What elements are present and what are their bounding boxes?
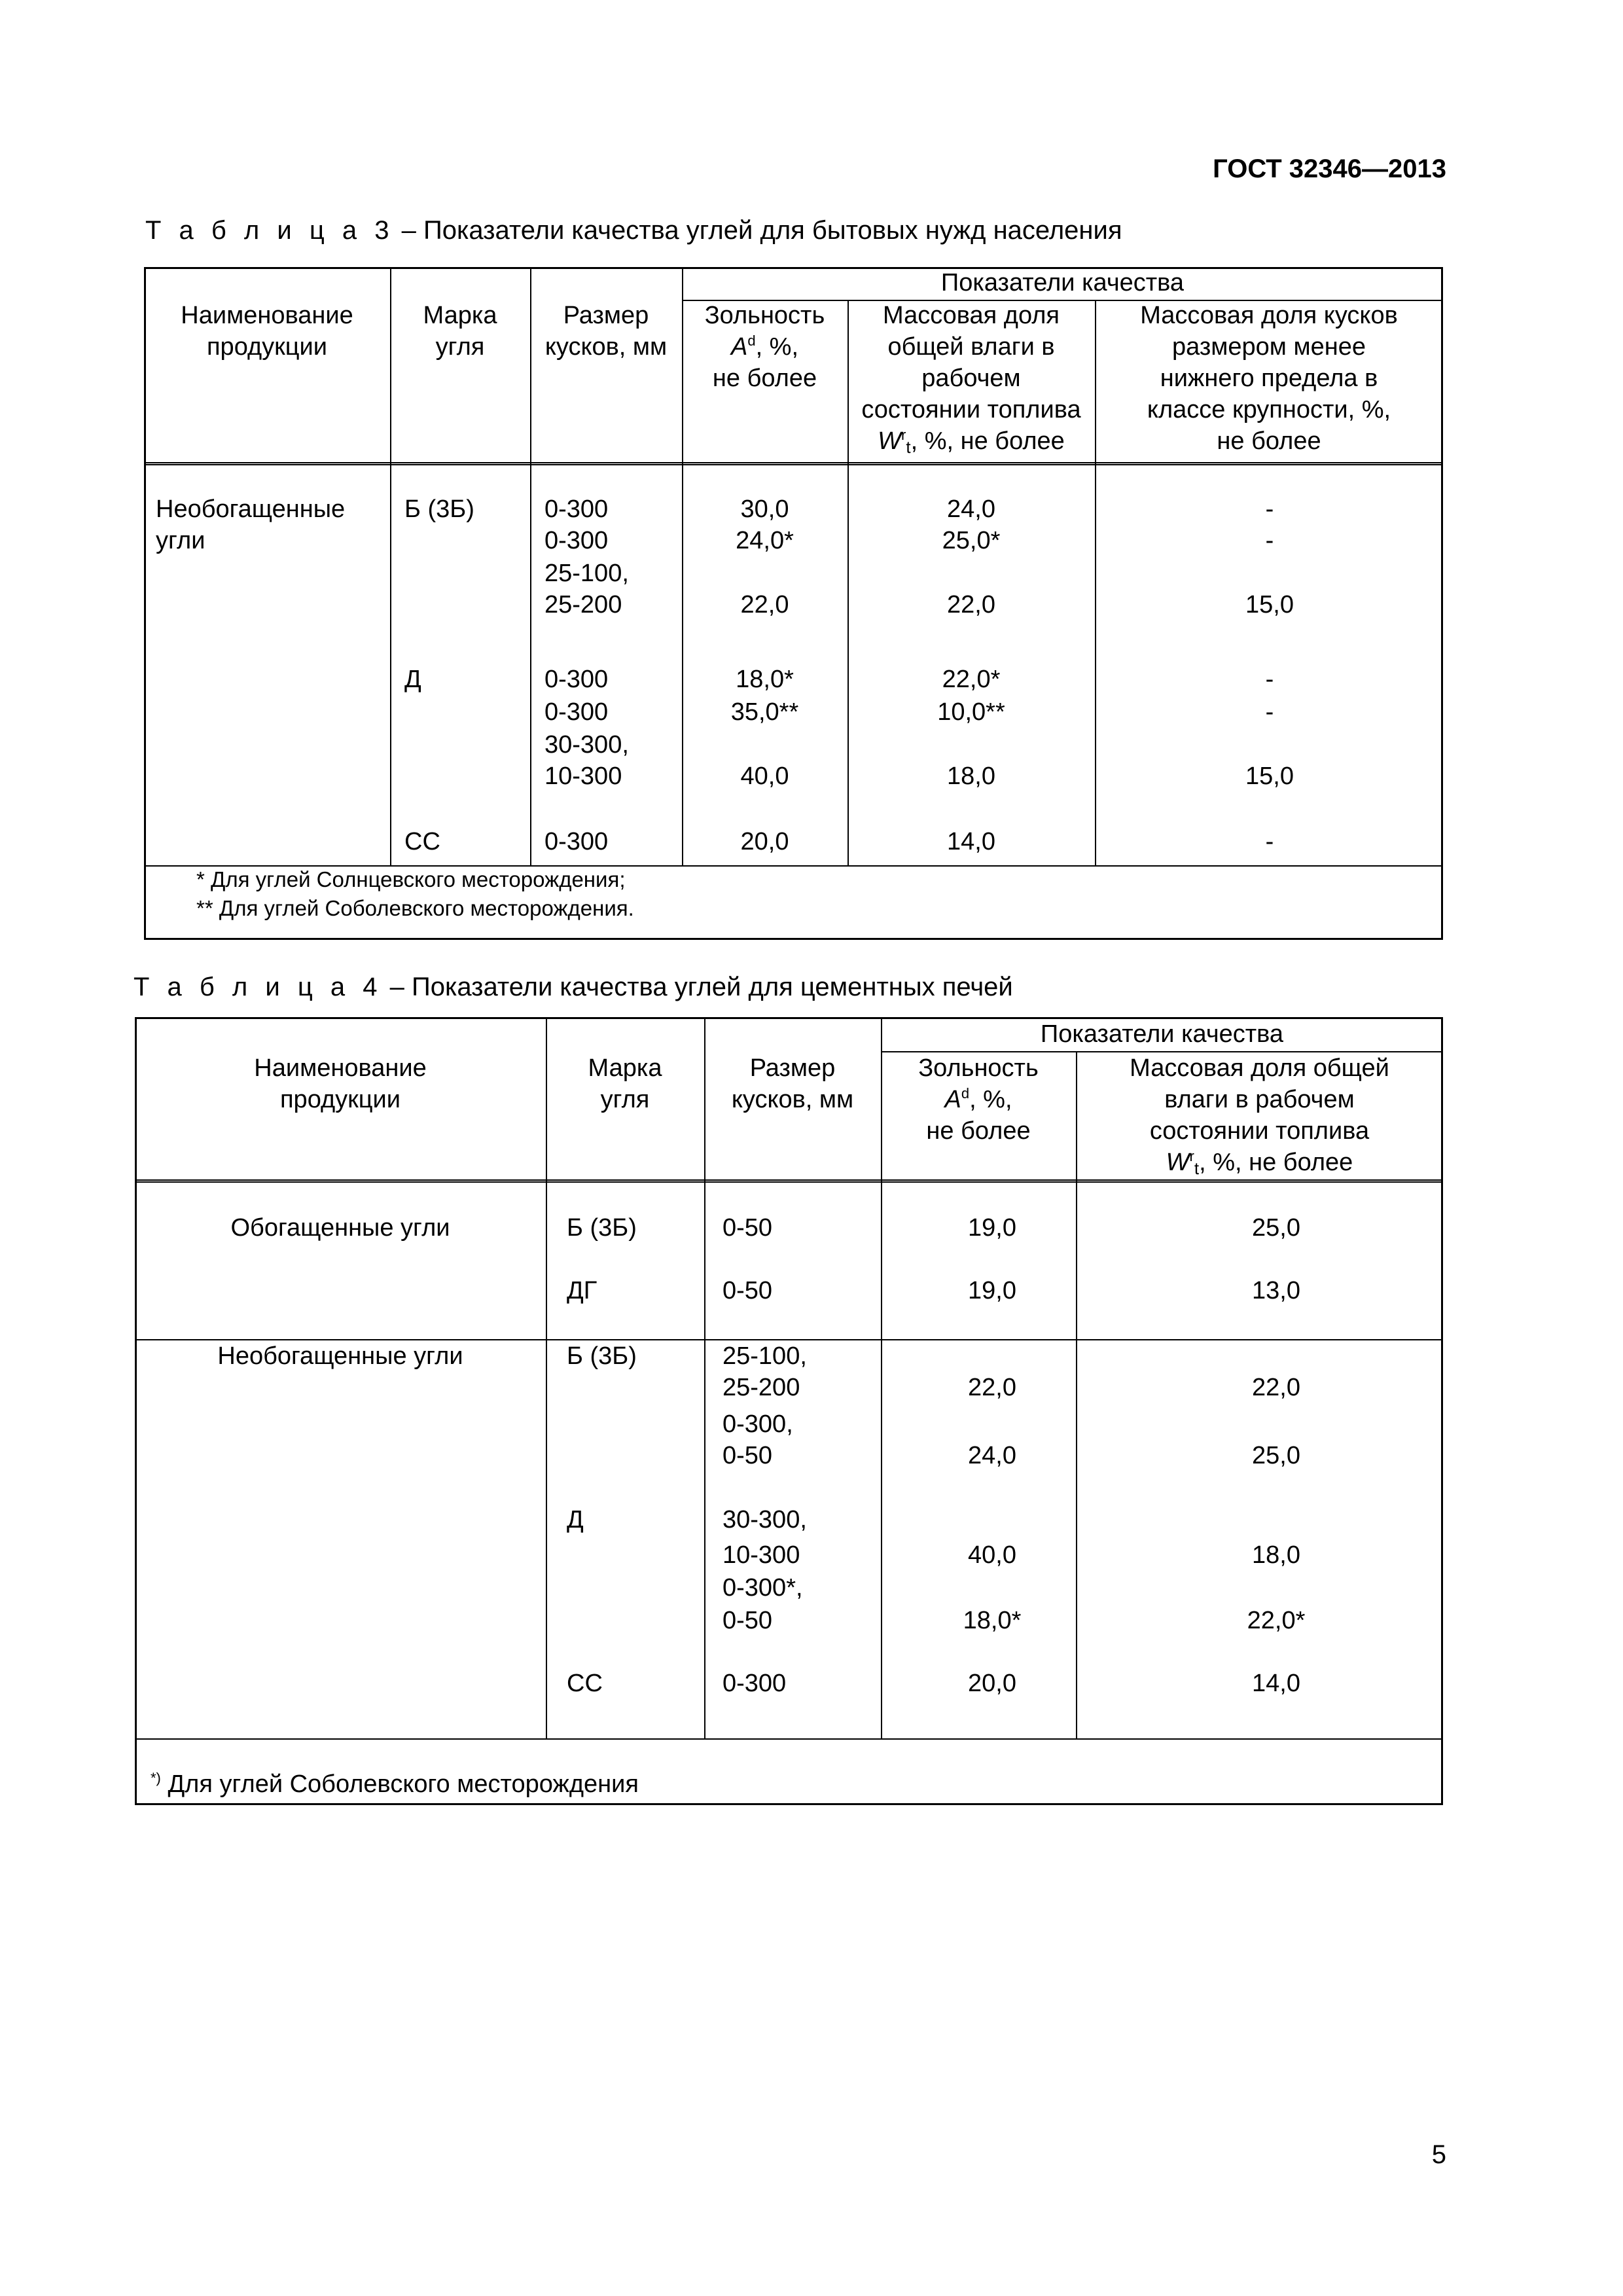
document-standard-number: ГОСТ 32346—2013 bbox=[1213, 154, 1446, 183]
cell-ash: 18,0* bbox=[736, 666, 794, 693]
table4-header-moisture: Массовая доля общей влаги в рабочем состоянии топлива $W^r_t$, %, не более bbox=[1130, 1054, 1389, 1178]
cell-size: 0-300, bbox=[722, 1410, 793, 1438]
cell-size: 0-300*, bbox=[722, 1574, 803, 1602]
cell-pieces: - bbox=[1265, 495, 1274, 523]
cell-size: 25-100, bbox=[722, 1342, 807, 1370]
table4-header-group: Показатели качества bbox=[1040, 1020, 1284, 1048]
table3-footnote: * Для углей Солнцевского месторождения; bbox=[196, 867, 626, 891]
cell-grade: Д bbox=[404, 666, 421, 693]
table4-header-grade: Марка угля bbox=[588, 1054, 662, 1113]
cell-size: 0-300 bbox=[544, 495, 609, 523]
table4-footnote: *) Для углей Соболевского месторождения bbox=[151, 1770, 639, 1798]
cell-moisture: 14,0 bbox=[947, 828, 995, 855]
table4-divider bbox=[135, 1738, 1443, 1740]
cell-moisture: 24,0 bbox=[947, 495, 995, 523]
cell-size: 0-50 bbox=[722, 1214, 773, 1242]
cell-size: 0-300 bbox=[544, 527, 609, 554]
cell-size: 10-300 bbox=[722, 1541, 800, 1569]
cell-size: 0-50 bbox=[722, 1607, 773, 1634]
cell-moisture: 25,0 bbox=[1252, 1214, 1300, 1242]
cell-grade: Б (3Б) bbox=[567, 1342, 637, 1370]
cell-moisture: 22,0* bbox=[1247, 1607, 1306, 1634]
cell-size: 0-300 bbox=[544, 698, 609, 726]
cell-pieces: - bbox=[1265, 527, 1274, 554]
cell-size: 30-300, bbox=[544, 731, 629, 759]
cell-pieces: - bbox=[1265, 828, 1274, 855]
cell-grade: Д bbox=[567, 1506, 584, 1534]
cell-grade: СС bbox=[567, 1670, 603, 1697]
cell-product: Необогащенные угли bbox=[217, 1342, 463, 1370]
table4-header-product: Наименование продукции bbox=[254, 1054, 427, 1113]
cell-moisture: 18,0 bbox=[1252, 1541, 1300, 1569]
cell-pieces: - bbox=[1265, 666, 1274, 693]
cell-ash: 30,0 bbox=[740, 495, 789, 523]
cell-size: 0-300 bbox=[722, 1670, 787, 1697]
cell-ash: 35,0** bbox=[730, 698, 799, 726]
cell-pieces: 15,0 bbox=[1245, 762, 1294, 790]
cell-ash: 22,0 bbox=[740, 591, 789, 619]
cell-moisture: 13,0 bbox=[1252, 1277, 1300, 1304]
cell-size: 25-100, bbox=[544, 560, 629, 587]
cell-moisture: 25,0 bbox=[1252, 1442, 1300, 1469]
cell-size: 10-300 bbox=[544, 762, 622, 790]
cell-ash: 24,0* bbox=[736, 527, 794, 554]
cell-moisture: 14,0 bbox=[1252, 1670, 1300, 1697]
cell-size: 25-200 bbox=[722, 1374, 800, 1401]
cell-grade: Б (3Б) bbox=[567, 1214, 637, 1242]
table3-header-group: Показатели качества bbox=[940, 269, 1185, 296]
cell-grade: СС bbox=[404, 828, 440, 855]
table4-divider bbox=[546, 1017, 547, 1738]
cell-grade: Б (3Б) bbox=[404, 495, 474, 523]
cell-size: 0-300 bbox=[544, 828, 609, 855]
table3-header-size: Размер кусков, мм bbox=[544, 302, 668, 361]
cell-ash: 19,0 bbox=[968, 1277, 1016, 1304]
table4-caption: Т а б л и ц а 4 – Показатели качества углей для цементных печей bbox=[134, 973, 1013, 1001]
cell-ash: 20,0 bbox=[968, 1670, 1016, 1697]
table3-header-grade: Марка угля bbox=[423, 302, 497, 361]
table3-caption: Т а б л и ц а 3 – Показатели качества углей для бытовых нужд населения bbox=[145, 216, 1122, 245]
table3-header-pieces: Массовая доля кусков размером менее нижнего предела в классе крупности, %, не более bbox=[1140, 302, 1398, 455]
cell-ash: 18,0* bbox=[963, 1607, 1022, 1634]
cell-pieces: - bbox=[1265, 698, 1274, 726]
table4-header-size: Размер кусков, мм bbox=[731, 1054, 854, 1113]
cell-size: 30-300, bbox=[722, 1506, 807, 1534]
table4-header-separator bbox=[135, 1179, 1443, 1183]
cell-size: 0-300 bbox=[544, 666, 609, 693]
table3-header-separator bbox=[144, 462, 1443, 465]
cell-size: 0-50 bbox=[722, 1442, 773, 1469]
table3-footnote: ** Для углей Соболевского месторождения. bbox=[196, 896, 634, 920]
cell-ash: 20,0 bbox=[740, 828, 789, 855]
table3-header-ash: Зольность $A^d$, %, не более bbox=[704, 302, 825, 392]
cell-pieces: 15,0 bbox=[1245, 591, 1294, 619]
cell-ash: 22,0 bbox=[968, 1374, 1016, 1401]
cell-ash: 24,0 bbox=[968, 1442, 1016, 1469]
table3-product-name: Необогащенные угли bbox=[156, 495, 346, 554]
cell-size: 0-50 bbox=[722, 1277, 773, 1304]
cell-moisture: 10,0** bbox=[937, 698, 1005, 726]
table4-header-ash: Зольность $A^d$, %, не более bbox=[918, 1054, 1039, 1145]
table3-header-moisture: Массовая доля общей влаги в рабочем состоянии топлива $W^r_t$, %, не более bbox=[861, 302, 1081, 457]
cell-moisture: 18,0 bbox=[947, 762, 995, 790]
cell-moisture: 22,0 bbox=[947, 591, 995, 619]
cell-ash: 19,0 bbox=[968, 1214, 1016, 1242]
cell-product: Обогащенные угли bbox=[230, 1214, 450, 1242]
table4-divider bbox=[704, 1017, 705, 1738]
cell-moisture: 25,0* bbox=[942, 527, 1001, 554]
cell-grade: ДГ bbox=[567, 1277, 597, 1304]
table3-header-product: Наименование продукции bbox=[181, 302, 353, 361]
cell-moisture: 22,0 bbox=[1252, 1374, 1300, 1401]
cell-moisture: 22,0* bbox=[942, 666, 1001, 693]
cell-ash: 40,0 bbox=[968, 1541, 1016, 1569]
page-number: 5 bbox=[1431, 2140, 1446, 2169]
cell-ash: 40,0 bbox=[740, 762, 789, 790]
cell-size: 25-200 bbox=[544, 591, 622, 619]
